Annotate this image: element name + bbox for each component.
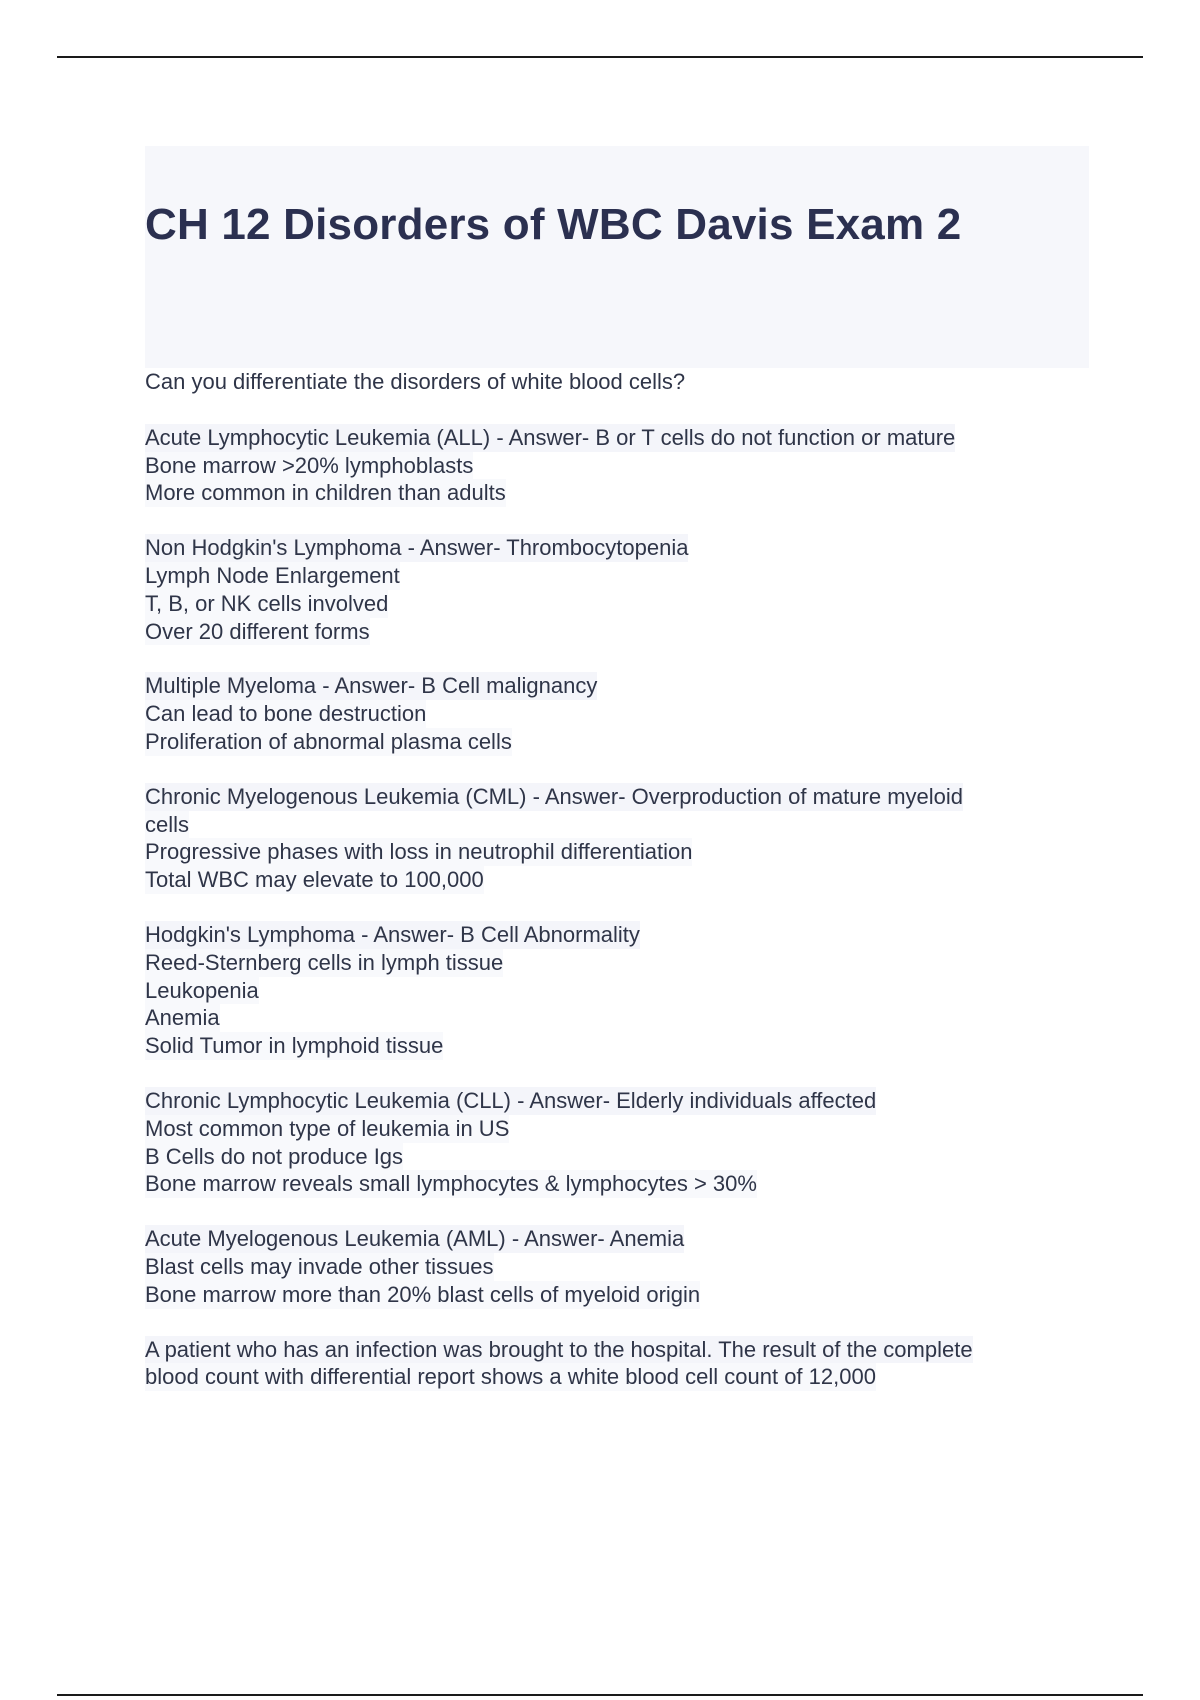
card-line: Lymph Node Enlargement [145, 562, 400, 588]
card-line: Bone marrow more than 20% blast cells of myeloid origin [145, 1281, 701, 1307]
title-banner [145, 146, 1089, 368]
flashcard-cll [145, 1087, 1089, 1198]
card-line: Total WBC may elevate to 100,000 [145, 867, 484, 893]
top-rule [57, 56, 1143, 58]
card-line: Acute Lymphocytic Leukemia (ALL) - Answer- B or T cells do not function or mature [145, 424, 956, 450]
card-line: Hodgkin's Lymphoma - Answer- B Cell Abnormality [145, 921, 640, 947]
card-line: Acute Myelogenous Leukemia (AML) - Answer- Anemia [145, 1226, 685, 1252]
bottom-rule [57, 1694, 1143, 1696]
card-line: Solid Tumor in lymphoid tissue [145, 1033, 444, 1059]
flashcard-non-hodgkins [145, 534, 1089, 645]
card-line: Chronic Myelogenous Leukemia (CML) - Answer- Overproduction of mature myeloid [145, 783, 964, 809]
card-line: Most common type of leukemia in US [145, 1115, 510, 1141]
card-line: Chronic Lymphocytic Leukemia (CLL) - Answer- Elderly individuals affected [145, 1087, 877, 1113]
card-line: Proliferation of abnormal plasma cells [145, 728, 512, 754]
flashcard-patient-case [145, 1336, 1089, 1392]
card-line: Reed-Sternberg cells in lymph tissue [145, 949, 504, 975]
card-line: cells [145, 811, 190, 837]
flashcard-hodgkins [145, 921, 1089, 1060]
card-line: Anemia [145, 1005, 220, 1031]
card-line: More common in children than adults [145, 480, 506, 506]
card-line: T, B, or NK cells involved [145, 590, 389, 616]
card-line: Progressive phases with loss in neutrophil differentiation [145, 839, 693, 865]
intro-question: Can you differentiate the disorders of white blood cells? [145, 369, 686, 394]
card-line: Leukopenia [145, 977, 259, 1003]
card-line: A patient who has an infection was brought to the hospital. The result of the complete [145, 1336, 973, 1362]
card-line: Non Hodgkin's Lymphoma - Answer- Thrombocytopenia [145, 535, 689, 561]
document-body [145, 368, 1089, 1418]
flashcard-all [145, 424, 1089, 507]
card-line: blood count with differential report shows a white blood cell count of 12,000 [145, 1364, 876, 1390]
flashcard-aml [145, 1225, 1089, 1308]
card-line: Can lead to bone destruction [145, 701, 427, 727]
card-line: Over 20 different forms [145, 618, 370, 644]
document-title: CH 12 Disorders of WBC Davis Exam 2 [145, 200, 962, 249]
card-line: Multiple Myeloma - Answer- B Cell malignancy [145, 673, 598, 699]
card-line: Blast cells may invade other tissues [145, 1253, 494, 1279]
card-line: Bone marrow >20% lymphoblasts [145, 452, 474, 478]
card-line: B Cells do not produce Igs [145, 1143, 404, 1169]
flashcard-multiple-myeloma [145, 672, 1089, 755]
card-line: Bone marrow reveals small lymphocytes & lymphocytes > 30% [145, 1171, 757, 1197]
flashcard-cml [145, 783, 1089, 894]
